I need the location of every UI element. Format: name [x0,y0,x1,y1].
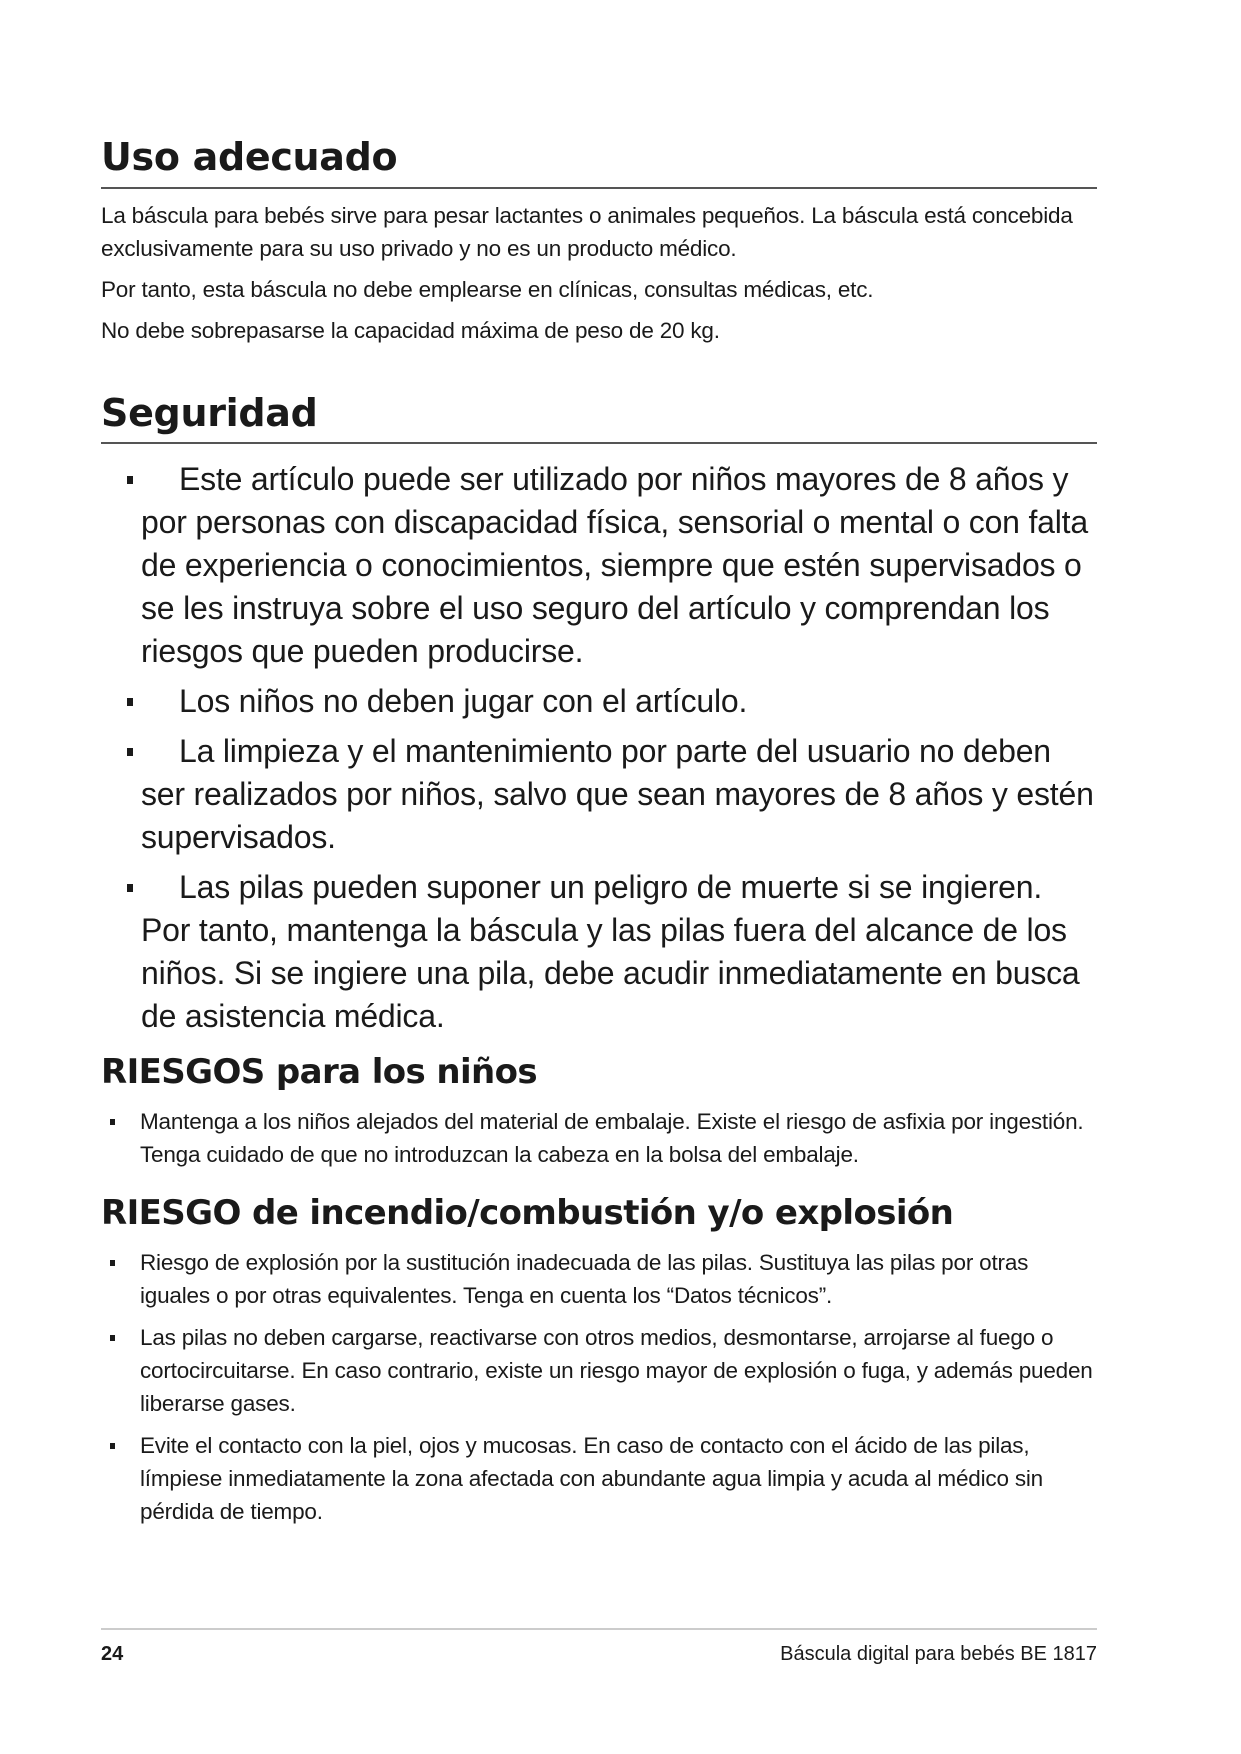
list-item-text: Este artículo puede ser utilizado por niños mayores de 8 años y por personas con discapacidad física, sensorial o mental o con falta de experiencia o conocimientos, siempre que estén supervisados o se les instruya sobre el uso seguro del artículo y comprendan los riesgos que pueden producirse. [141,461,1088,670]
paragraph: La báscula para bebés sirve para pesar lactantes o animales pequeños. La báscula está concebida exclusivamente para su uso privado y no es un producto médico. [101,202,1073,261]
fire-risk-list [101,1246,1097,1528]
list-item [101,458,1097,673]
list-item [101,1429,1097,1528]
list-item [101,866,1097,1038]
list-item-text: Las pilas pueden suponer un peligro de muerte si se ingieren. Por tanto, mantenga la báscula y las pilas fuera del alcance de los niños. Si se ingiere una pila, debe acudir inmediatamente en busca de asistencia médica. [141,869,1080,1035]
children-risk-list [101,1105,1097,1171]
footer-product-name: Báscula digital para bebés BE 1817 [780,1643,1097,1665]
list-item [101,1246,1097,1312]
list-item [101,1105,1097,1171]
bullet-square-icon [110,1335,115,1341]
section-riesgo-incendio [101,1193,1097,1528]
list-item-text: Mantenga a los niños alejados del material de embalaje. Existe el riesgo de asfixia por ingestión. Tenga cuidado de que no introduzcan la cabeza en la bolsa del embalaje. [140,1108,1084,1167]
section-title-uso-adecuado: Uso adecuado [101,135,1097,189]
paragraph: Por tanto, esta báscula no debe emplearse en clínicas, consultas médicas, etc. [101,276,874,302]
list-item [101,730,1097,859]
bullet-square-icon [127,476,133,484]
list-item [101,1321,1097,1420]
section-seguridad [101,391,1097,1039]
page-number: 24 [101,1643,124,1665]
paragraph: No debe sobrepasarse la capacidad máxima de peso de 20 kg. [101,317,720,343]
subsection-title-riesgo-incendio: RIESGO de incendio/combustión y/o explosión [101,1192,954,1233]
bullet-square-icon [127,698,133,706]
bullet-square-icon [110,1443,115,1449]
safety-list [101,458,1097,1038]
list-item-text: La limpieza y el mantenimiento por parte del usuario no deben ser realizados por niños, salvo que sean mayores de 8 años y estén supervisados. [141,733,1094,856]
bullet-square-icon [110,1119,115,1125]
document-page [101,135,1097,1537]
section-riesgos-ninos [101,1052,1097,1171]
bullet-square-icon [110,1260,115,1266]
bullet-square-icon [127,884,133,892]
list-item-text: Riesgo de explosión por la sustitución inadecuada de las pilas. Sustituya las pilas por otras iguales o por otras equivalentes. Tenga en cuenta los “Datos técnicos”. [140,1249,1029,1308]
section-uso-adecuado [101,135,1097,347]
list-item-text: Las pilas no deben cargarse, reactivarse con otros medios, desmontarse, arrojarse al fuego o cortocircuitarse. En caso contrario, existe un riesgo mayor de explosión o fuga, y además pueden liberarse gases. [140,1324,1093,1416]
intro-paragraphs [101,199,1097,347]
list-item-text: Evite el contacto con la piel, ojos y mucosas. En caso de contacto con el ácido de las pilas, límpiese inmediatamente la zona afectada con abundante agua limpia y acuda al médico sin pérdida de tiempo. [140,1432,1043,1524]
page-footer [101,1628,1097,1666]
section-title-seguridad: Seguridad [101,391,1097,445]
subsection-title-riesgos-ninos: RIESGOS para los niños [101,1052,538,1093]
list-item-text: Los niños no deben jugar con el artículo. [179,683,748,720]
list-item [101,680,1097,723]
bullet-square-icon [127,748,133,756]
